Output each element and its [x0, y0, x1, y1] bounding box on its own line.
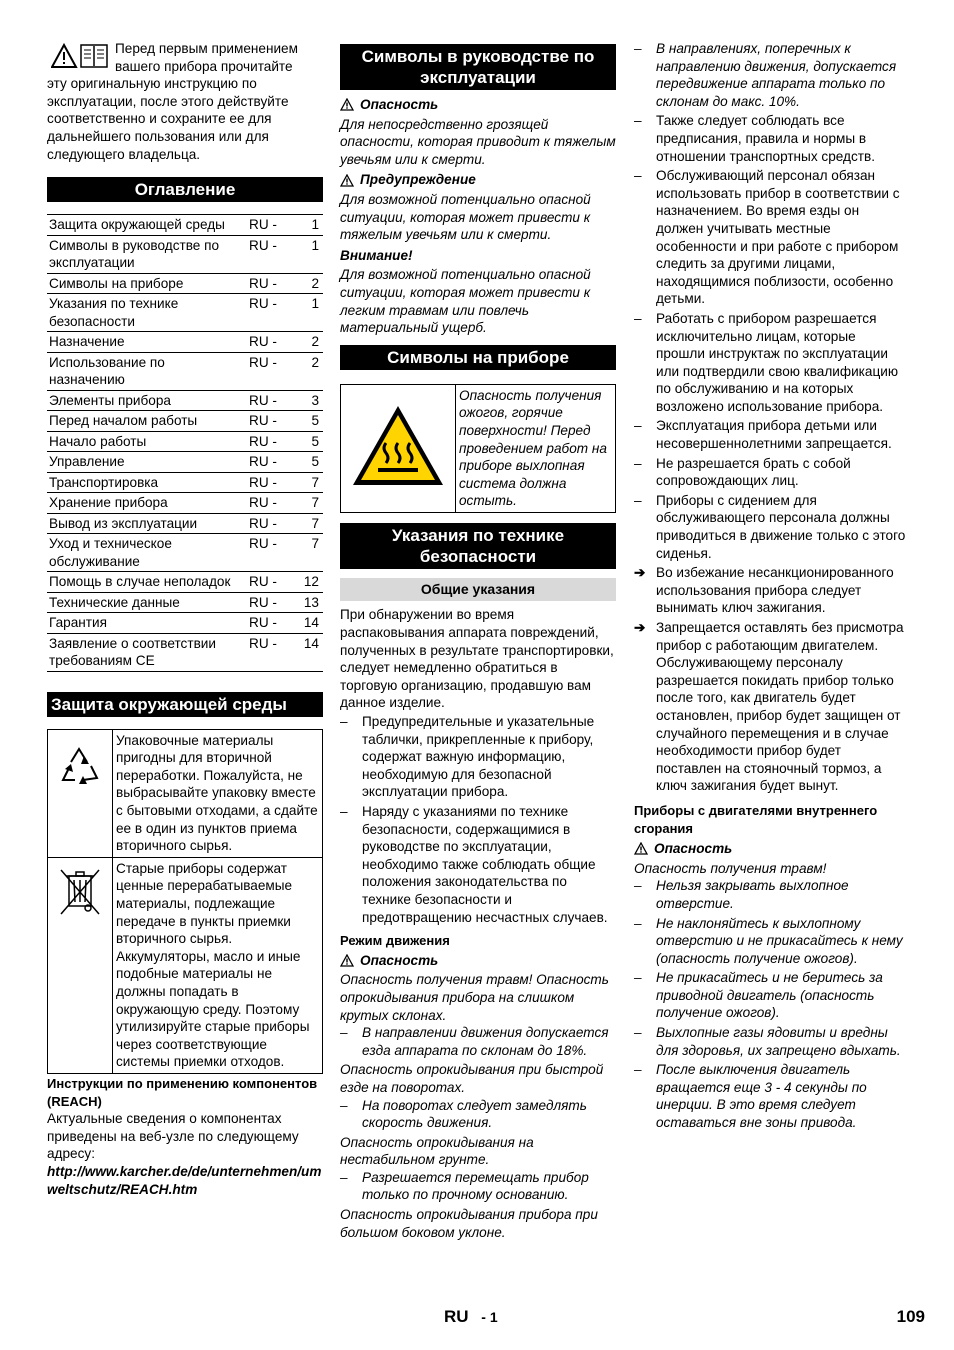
toc-label: Начало работы	[47, 431, 245, 452]
toc-row[interactable]	[47, 592, 323, 613]
toc-label: Помощь в случае неполадок	[47, 572, 245, 593]
caution-label: Внимание!	[340, 247, 413, 263]
toc-row[interactable]	[47, 472, 323, 493]
toc-section: RU -	[245, 513, 293, 534]
toc-label: Назначение	[47, 332, 245, 353]
list-item: – В направлении движения допускается езда аппарата по склонам до 18%.	[340, 1025, 609, 1058]
toc-row[interactable]	[47, 215, 323, 236]
toc-section: RU -	[245, 294, 293, 332]
warning-text: Для возможной потенциально опасной ситуации, которая может привести к тяжелым увечьям или к смерти.	[340, 191, 591, 243]
toc-page: 14	[293, 613, 323, 634]
reach-text: Актуальные сведения о компонентах приведены на веб-узле по следующему адресу:	[47, 1111, 299, 1162]
toc-page: 14	[293, 633, 323, 671]
toc-row[interactable]	[47, 633, 323, 671]
packaging-text: Упаковочные материалы пригодны для вторичной переработки. Пожалуйста, не выбрасывайте упаковку вместе с бытовыми отходами, а сдайте ее в один из пунктов приема вторичного сырья.	[113, 729, 323, 857]
page-number: 109	[896, 1307, 925, 1326]
list-item: – Нельзя закрывать выхлопное отверстие.	[634, 878, 849, 911]
list-item: – Не прикасайтесь и не беритесь за приводной двигатель (опасность получение ожогов).	[634, 970, 883, 1021]
toc-label: Символы на приборе	[47, 273, 245, 294]
toc-section: RU -	[245, 431, 293, 452]
drive-text-1: Опасность получения травм! Опасность опрокидывания прибора на слишком крутых склонах.	[340, 972, 609, 1023]
list-item: – Разрешается перемещать прибор только по прочному основанию.	[340, 1169, 589, 1203]
column-right	[634, 40, 906, 1132]
toc-row[interactable]	[47, 452, 323, 473]
toc-row[interactable]	[47, 534, 323, 572]
toc-row[interactable]	[47, 431, 323, 452]
drive-text-2: Опасность опрокидывания при быстрой езде на поворотах.	[340, 1062, 604, 1095]
toc-section: RU -	[245, 452, 293, 473]
general-title: Общие указания	[340, 578, 616, 602]
list-item: – Предупредительные и указательные таблички, прикрепленные к прибору, содержат важную информацию, необходимую для безопасной эксплуатации прибора.	[340, 714, 595, 800]
toc-page: 1	[293, 215, 323, 236]
toc-label: Вывод из эксплуатации	[47, 513, 245, 534]
list-item: – Работать с прибором разрешается исключительно лицам, которые прошли инструктаж по эксплуатации или подтвердили свою квалификацию по обслуживанию и на которых возложено использование прибора.	[634, 310, 899, 414]
warning-triangle-icon	[340, 174, 354, 187]
toc-label: Уход и техническое обслуживание	[47, 534, 245, 572]
toc-label: Технические данные	[47, 592, 245, 613]
drive-text-4: Опасность опрокидывания прибора при большом боковом уклоне.	[340, 1207, 598, 1240]
toc-label: Элементы прибора	[47, 390, 245, 411]
toc-row[interactable]	[47, 411, 323, 432]
toc-page: 7	[293, 534, 323, 572]
toc-section: RU -	[245, 493, 293, 514]
list-item: – На поворотах следует замедлять скорость движения.	[340, 1097, 587, 1131]
list-item: – Наряду с указаниями по технике безопасности, содержащимися в руководстве по эксплуатации, необходимо также соблюдать общие положения законодательства по технике безопасности и предотвращению несчастных случаев.	[340, 804, 608, 925]
drive-text-3: Опасность опрокидывания на нестабильном грунте.	[340, 1134, 534, 1168]
toc-label: Защита окружающей среды	[47, 215, 245, 236]
toc-section: RU -	[245, 215, 293, 236]
toc-row[interactable]	[47, 613, 323, 634]
footer-section-page: - 1	[481, 1309, 498, 1325]
list-item: – В направлениях, поперечных к направлению движения, допускается передвижение аппарата только по склонам до макс. 10%.	[634, 41, 897, 109]
arrow-right-icon: ➔	[634, 565, 646, 581]
toc-section: RU -	[245, 592, 293, 613]
danger-text: Для непосредственно грозящей опасности, которая приводит к тяжелым увечьям или к смерти.	[340, 116, 616, 167]
list-item: – Также следует соблюдать все предписания, правила и нормы в отношении транспортных средств.	[634, 113, 875, 164]
toc-page: 2	[293, 332, 323, 353]
drive-danger-heading: Опасность	[340, 952, 616, 970]
warning-label: Предупреждение	[360, 172, 476, 188]
toc-page: 12	[293, 572, 323, 593]
toc-page: 7	[293, 472, 323, 493]
toc-page: 5	[293, 452, 323, 473]
footer-language: RU - 1	[444, 1307, 498, 1326]
reach-title: Инструкции по применению компонентов (REACH)	[47, 1075, 318, 1109]
intro-first: Перед первым применением вашего прибора прочитайте	[115, 41, 298, 74]
arrow-item: ➔ Во избежание несанкционированного использования прибора следует вынимать ключ зажигания.	[634, 565, 894, 616]
toc-page: 7	[293, 513, 323, 534]
toc-page: 2	[293, 273, 323, 294]
general-text: При обнаружении во время распаковывания аппарата повреждений, полученных в результате транспортировки, следует немедленно обратиться в торговую организацию, продавшую вам данное изделие.	[340, 607, 614, 711]
hot-surface-icon	[350, 403, 446, 489]
toc-title: Оглавление	[47, 177, 323, 202]
toc-page: 3	[293, 390, 323, 411]
caution-text: Для возможной потенциально опасной ситуации, которая может привести к легким травмам или повлечь материальный ущерб.	[340, 267, 591, 336]
list-item: – Приборы с сидением для обслуживающего персонала должны приводиться в движение только с этого сиденья.	[634, 492, 906, 561]
toc-section: RU -	[245, 534, 293, 572]
toc-row[interactable]	[47, 294, 323, 332]
reach-url-link[interactable]: http://www.karcher.de/de/unternehmen/umweltschutz/REACH.htm	[47, 1163, 322, 1197]
warning-triangle-icon	[340, 954, 354, 967]
column-left	[47, 40, 323, 1198]
safety-title: Указания по технике безопасности	[340, 523, 616, 569]
toc-label: Управление	[47, 452, 245, 473]
environment-title: Защита окружающей среды	[47, 692, 323, 717]
toc-label: Хранение прибора	[47, 493, 245, 514]
toc-section: RU -	[245, 352, 293, 390]
danger-heading	[340, 96, 616, 114]
list-item: – Обслуживающий персонал обязан использовать прибор в соответствии с назначением. Во время езды он должен учитывать местные особенности и при работе с прибором следить за другими лицами, находящимися поблизости, особенно детьми.	[634, 168, 900, 307]
toc-row[interactable]	[47, 513, 323, 534]
list-item: – Не наклоняйтесь к выхлопному отверстию и не прикасайтесь к нему (опасность получение ожогов).	[634, 915, 903, 966]
toc-page: 5	[293, 411, 323, 432]
old-devices-text: Старые приборы содержат ценные перерабатываемые материалы, подлежащие передаче в пункты приемки вторичного сырья. Аккумуляторы, масло и иные подобные материалы не должны попадать в окружающую среду. Поэтому утилизируйте старые приборы через соответствующие системы приемки отходов.	[113, 857, 323, 1073]
list-item: – После выключения двигатель вращается еще 3 - 4 секунды по инерции. В это время следует оставаться вне зоны привода.	[634, 1062, 867, 1131]
list-item: – Выхлопные газы ядовиты и вредны для здоровья, их запрещено вдыхать.	[634, 1025, 901, 1058]
toc-page: 1	[293, 235, 323, 273]
toc-label: Указания по технике безопасности	[47, 294, 245, 332]
environment-table	[47, 729, 323, 1074]
toc-page: 13	[293, 592, 323, 613]
toc-section: RU -	[245, 273, 293, 294]
toc-label: Транспортировка	[47, 472, 245, 493]
hot-surface-text: Опасность получения ожогов, горячие поверхности! Перед проведением работ на приборе выхлопная система должна остыть.	[456, 384, 616, 512]
warning-manual-icon	[51, 43, 109, 69]
toc-table	[47, 214, 323, 672]
toc-section: RU -	[245, 411, 293, 432]
warning-heading	[340, 171, 616, 189]
intro-text: эту оригинальную инструкцию по эксплуатации, после этого действуйте соответственно и сохраните ее для дальнейшего пользования или для следующего владельца.	[47, 76, 289, 162]
toc-section: RU -	[245, 390, 293, 411]
toc-label: Заявление о соответствии требованиям CE	[47, 633, 245, 671]
list-item: – Эксплуатация прибора детьми или несовершеннолетними запрещается.	[634, 418, 892, 452]
symbols-device-title: Символы на приборе	[340, 345, 616, 370]
arrow-right-icon: ➔	[634, 620, 646, 635]
warning-triangle-icon	[634, 842, 648, 855]
toc-row[interactable]	[47, 332, 323, 353]
toc-row[interactable]	[47, 273, 323, 294]
toc-row[interactable]	[47, 493, 323, 514]
toc-page: 7	[293, 493, 323, 514]
toc-label: Перед началом работы	[47, 411, 245, 432]
toc-section: RU -	[245, 572, 293, 593]
symbols-manual-title: Символы в руководстве по эксплуатации	[340, 44, 616, 90]
engine-title: Приборы с двигателями внутреннего сгорания	[634, 802, 878, 836]
warning-triangle-icon	[340, 98, 354, 111]
toc-label: Использование по назначению	[47, 352, 245, 390]
toc-label: Символы в руководстве по эксплуатации	[47, 235, 245, 273]
toc-label: Гарантия	[47, 613, 245, 634]
toc-page: 2	[293, 352, 323, 390]
danger-label: Опасность	[360, 97, 439, 112]
engine-text: Опасность получения травм!	[634, 860, 827, 876]
arrow-item: ➔ Запрещается оставлять без присмотра прибор с работающим двигателем. Обслуживающему персоналу разрешается покидать прибор только после того, как двигатель будет остановлен, прибор будет защищен от случайного перемещения и в случае необходимости прибор будет поставлен на стояночный тормоз, а ключ зажигания будет вынут.	[634, 620, 904, 794]
toc-section: RU -	[245, 633, 293, 671]
toc-row[interactable]	[47, 352, 323, 390]
toc-row[interactable]	[47, 235, 323, 273]
list-item: – Не разрешается брать с собой сопровождающих лиц.	[634, 455, 851, 489]
toc-row[interactable]	[47, 572, 323, 593]
toc-section: RU -	[245, 472, 293, 493]
recycle-icon	[53, 740, 107, 794]
toc-page: 5	[293, 431, 323, 452]
intro	[47, 40, 323, 163]
symbols-device-table	[340, 384, 616, 513]
toc-section: RU -	[245, 332, 293, 353]
toc-page: 1	[293, 294, 323, 332]
toc-row[interactable]	[47, 390, 323, 411]
toc-section: RU -	[245, 613, 293, 634]
crossed-bin-icon	[55, 866, 105, 922]
column-middle	[340, 40, 616, 1241]
drive-title: Режим движения	[340, 933, 450, 949]
toc-section: RU -	[245, 235, 293, 273]
engine-danger-heading: Опасность	[634, 840, 906, 858]
